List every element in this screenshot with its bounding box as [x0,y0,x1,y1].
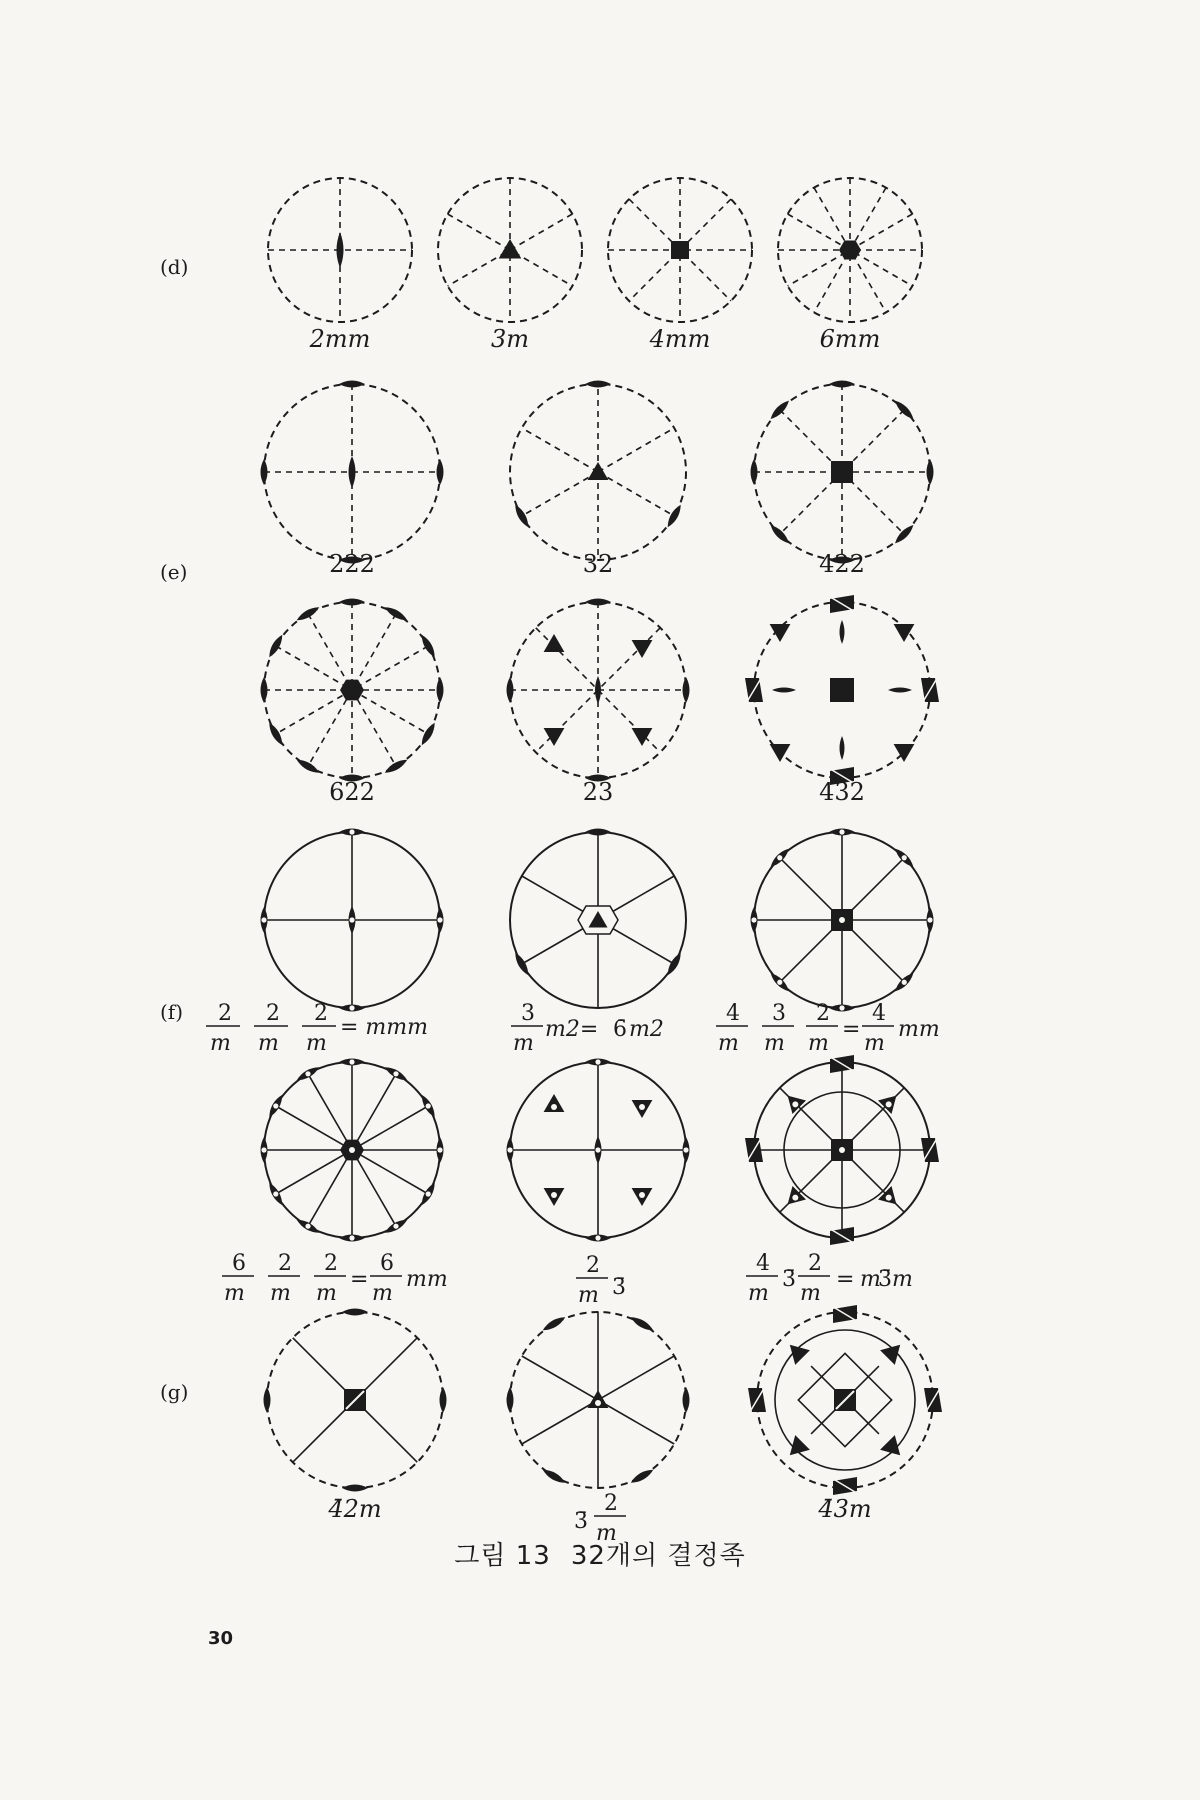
svg-text:6̄: 6̄ [613,1017,627,1042]
label-mmm [200,998,480,1058]
svg-text:2: 2 [808,1251,822,1276]
twofold-axis-symbol [339,381,365,388]
twofold-axis-symbol [264,1387,271,1413]
twofold-axis-symbol [829,381,855,388]
label-2-m-3bar [570,1250,650,1310]
center-dot [507,1147,512,1152]
center-dot [305,1071,310,1076]
svg-text:=: = [350,1267,369,1292]
svg-text:m2=: m2= [545,1017,599,1042]
svg-text:m2: m2 [629,1017,664,1042]
label-432: 432 [819,778,865,806]
svg-text:3̄: 3̄ [878,1267,892,1292]
figure-title: 32개의 결정족 [570,1541,746,1571]
svg-text:4: 4 [756,1251,770,1276]
twofold-axis-symbol [437,459,444,485]
svg-text:m: m [748,1281,769,1306]
svg-text:3̄: 3̄ [782,1267,796,1292]
svg-text:2: 2 [314,1001,328,1026]
center-dot [639,1192,645,1198]
center-dot [393,1224,398,1229]
center-dot [349,1147,355,1153]
label-6bar-m2 [505,998,695,1058]
twofold-axis-symbol [342,1309,368,1316]
fourfold-axis-symbol [830,678,854,702]
center-dot [437,1147,442,1152]
twofold-axis-symbol [419,721,438,747]
center-dot [902,980,907,985]
center-dot [273,1191,278,1196]
center-dot [551,1104,557,1110]
center-dot [426,1191,431,1196]
twofold-axis-symbol [893,523,916,546]
twofold-axis-symbol [507,677,514,703]
svg-text:2: 2 [324,1251,338,1276]
twofold-axis-symbol [383,757,409,776]
twofold-axis-symbol [440,1387,447,1413]
center-dot [886,1195,892,1201]
threefold-axis-symbol [790,1435,810,1455]
twofold-axis-symbol [595,676,601,704]
center-dot [639,1104,645,1110]
svg-text:2: 2 [604,1491,618,1516]
twofold-axis-symbol [339,599,365,606]
center-dot [683,1147,688,1152]
label-422: 422 [819,550,865,578]
label-4-m-mm [712,998,952,1058]
center-dot [886,1101,892,1107]
center-dot [393,1071,398,1076]
twofold-axis-symbol [629,1467,655,1486]
center-dot [792,1101,798,1107]
fourfold-axis-symbol [671,241,689,259]
label-32: 32 [582,550,614,578]
twofold-axis-symbol [337,232,344,268]
center-dot [349,917,354,922]
mirror-line [598,428,674,472]
threefold-axis-symbol [880,1345,900,1365]
twofold-axis-symbol [507,1387,514,1413]
fourfold-axis-symbol [831,461,853,483]
center-dot [551,1192,557,1198]
twofold-axis-symbol [437,677,444,703]
center-dot [792,1195,798,1201]
section-label-d: (d) [160,255,189,279]
center-dot [349,829,354,834]
threefold-axis-symbol [588,462,609,480]
center-dot [349,1059,354,1064]
svg-text:2: 2 [586,1253,600,1278]
twofold-axis-symbol [840,620,845,644]
threefold-axis-symbol [499,239,522,259]
mirror-line [598,1356,674,1400]
twofold-axis-symbol [772,688,796,693]
section-label-e: (e) [160,560,188,584]
twofold-axis-symbol [927,459,934,485]
mirror-line [522,428,598,472]
label-222: 222 [329,550,375,578]
svg-text:3̄: 3̄ [612,1275,626,1300]
threefold-axis-symbol [880,1435,900,1455]
center-dot [839,829,844,834]
svg-text:mm: mm [898,1017,940,1042]
figure-number: 그림 13 [454,1541,551,1571]
center-dot [261,1147,266,1152]
svg-text:m: m [306,1031,327,1056]
center-dot [595,1235,600,1240]
twofold-axis-symbol [261,459,268,485]
svg-text:m: m [316,1281,337,1306]
figure-caption [0,1535,1200,1572]
center-dot [927,917,932,922]
svg-text:m: m [224,1281,245,1306]
center-dot [777,855,782,860]
svg-text:3: 3 [772,1001,786,1026]
twofold-axis-symbol [665,503,684,529]
sixfold-axis-symbol [839,241,861,260]
svg-text:6: 6 [232,1251,246,1276]
label-3m: 3m [490,325,530,353]
svg-text:m: m [372,1281,393,1306]
svg-text:m: m [764,1031,785,1056]
svg-text:4: 4 [726,1001,740,1026]
threefold-axis-symbol [632,728,653,746]
center-dot [751,917,756,922]
twofold-axis-symbol [295,604,321,623]
twofold-axis-symbol [349,456,356,488]
threefold-axis-symbol [790,1345,810,1365]
label-m3barm [742,1248,942,1308]
label-6-m-mm [218,1248,458,1308]
threefold-axis-symbol [894,744,915,762]
label-2mm: 2mm [309,325,371,353]
page-number: 30 [208,1628,234,1649]
svg-text:m: m [210,1031,231,1056]
svg-text:6: 6 [380,1251,394,1276]
twofold-axis-symbol [266,633,285,659]
center-dot [902,855,907,860]
svg-text:m: m [513,1031,534,1056]
label-4mm: 4mm [649,325,711,353]
svg-text:m: m [258,1031,279,1056]
twofold-axis-symbol [585,599,611,606]
center-dot [839,917,845,923]
twofold-axis-symbol [840,736,845,760]
section-label-f: (f) [160,1000,184,1024]
svg-text:3̄: 3̄ [574,1509,588,1534]
center-dot [273,1103,278,1108]
svg-text:m: m [808,1031,829,1056]
mirror-line [598,472,674,516]
svg-text:2: 2 [218,1001,232,1026]
svg-text:m: m [578,1283,599,1308]
center-dot [437,917,442,922]
svg-text:4: 4 [872,1001,886,1026]
center-dot [305,1224,310,1229]
twofold-axis-symbol [751,459,758,485]
section-label-g: (g) [160,1380,189,1404]
twofold-axis-symbol [261,677,268,703]
label-4bar2m: 4̄2m [328,1495,382,1523]
svg-text:m: m [270,1281,291,1306]
threefold-axis-symbol [544,728,565,746]
twofold-axis-symbol [683,1387,690,1413]
svg-text:m: m [864,1031,885,1056]
label-23: 23 [582,778,614,806]
center-dot [349,1235,354,1240]
twofold-axis-symbol [683,677,690,703]
label-622: 622 [329,778,375,806]
mirror-line [522,1356,598,1400]
center-dot [839,1147,845,1153]
svg-text:m: m [800,1281,821,1306]
center-dot [595,1400,601,1406]
twofold-axis-symbol [585,381,611,388]
label-6mm: 6mm [819,325,881,353]
center-dot [595,1059,600,1064]
center-dot [777,980,782,985]
mirror-line [598,1400,674,1444]
svg-text:2: 2 [266,1001,280,1026]
center-dot [261,917,266,922]
threefold-axis-symbol [544,634,565,652]
twofold-axis-symbol [585,829,611,836]
svg-text:=: = [842,1017,861,1042]
svg-text:m: m [718,1031,739,1056]
svg-text:m: m [892,1267,913,1292]
center-dot [595,1147,600,1152]
svg-text:2: 2 [278,1251,292,1276]
threefold-axis-symbol [770,624,791,642]
svg-text:m: m [596,1521,617,1546]
svg-text:mm: mm [406,1267,448,1292]
threefold-axis-symbol [632,640,653,658]
center-dot [426,1103,431,1108]
mirror-line [522,1400,598,1444]
label-4bar3m: 4̄3m [818,1495,872,1523]
svg-text:3: 3 [521,1001,535,1026]
twofold-axis-symbol [888,688,912,693]
svg-text:= mmm: = mmm [340,1015,429,1040]
svg-text:2: 2 [816,1001,830,1026]
svg-text:m: m [860,1267,881,1292]
twofold-axis-symbol [342,1485,368,1492]
mirror-line [522,472,598,516]
svg-text:=: = [836,1267,855,1292]
threefold-axis-symbol [894,624,915,642]
sixfold-axis-symbol [340,680,364,701]
twofold-axis-symbol [541,1314,567,1333]
